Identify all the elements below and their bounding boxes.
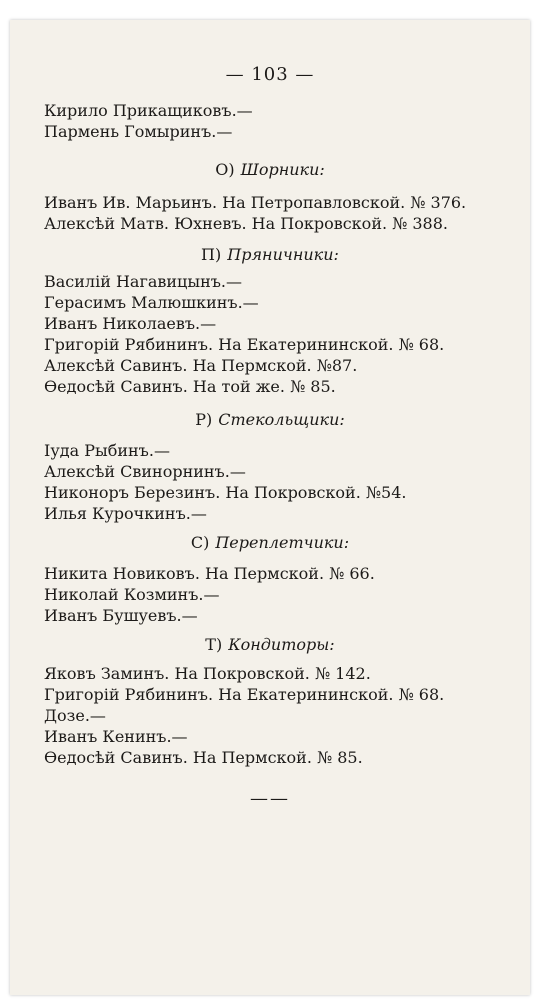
section-letter: Т) bbox=[205, 635, 223, 654]
list-item: Яковъ Заминъ. На Покровской. № 142. bbox=[44, 664, 371, 683]
section-heading-shorniki bbox=[10, 160, 530, 180]
list-item: Кирило Прикащиковъ.— bbox=[44, 101, 253, 120]
list-item: Алексѣй Свинорнинъ.— bbox=[44, 462, 246, 481]
end-mark: —— bbox=[250, 788, 290, 809]
section-letter: Р) bbox=[195, 410, 213, 429]
list-item: Алексѣй Матв. Юхневъ. На Покровской. № 388. bbox=[44, 214, 448, 233]
list-item: Алексѣй Савинъ. На Пермской. №87. bbox=[44, 356, 358, 375]
list-item: Василій Нагавицынъ.— bbox=[44, 272, 242, 291]
section-letter: О) bbox=[215, 160, 235, 179]
list-item: Иванъ Кенинъ.— bbox=[44, 727, 188, 746]
section-title: Стекольщики: bbox=[218, 410, 345, 429]
section-heading-konditory bbox=[10, 635, 530, 655]
list-item: Пармень Гомыринъ.— bbox=[44, 122, 233, 141]
section-list-shorniki bbox=[44, 192, 510, 234]
list-item: Николай Козминъ.— bbox=[44, 585, 220, 604]
section-letter: П) bbox=[201, 245, 222, 264]
section-letter: С) bbox=[190, 533, 210, 552]
list-item: Иванъ Ив. Марьинъ. На Петропавловской. № 376. bbox=[44, 193, 467, 212]
section-title: Кондиторы: bbox=[228, 635, 335, 654]
page-number: — 103 — bbox=[225, 64, 315, 85]
list-item: Илья Курочкинъ.— bbox=[44, 504, 207, 523]
list-item: Григорій Рябининъ. На Екатерининской. № 68. bbox=[44, 685, 445, 704]
section-title: Переплетчики: bbox=[215, 533, 350, 552]
section-title: Пряничники: bbox=[227, 245, 339, 264]
list-item: Никоноръ Березинъ. На Покровской. №54. bbox=[44, 483, 407, 502]
section-list-pryanichniki bbox=[44, 271, 510, 397]
section-list-perepletchiki bbox=[44, 563, 510, 626]
section-heading-perepletchiki bbox=[10, 533, 530, 553]
section-title: Шорники: bbox=[240, 160, 325, 179]
list-item: Дозе.— bbox=[44, 706, 106, 725]
section-list-konditory bbox=[44, 663, 510, 768]
list-item: Өедосѣй Савинъ. На Пермской. № 85. bbox=[44, 748, 363, 767]
section-list-stekolshchiki bbox=[44, 440, 510, 524]
list-item: Өедосѣй Савинъ. На той же. № 85. bbox=[44, 377, 336, 396]
list-item: Іуда Рыбинъ.— bbox=[44, 441, 170, 460]
list-item: Иванъ Бушуевъ.— bbox=[44, 606, 198, 625]
list-item: Григорій Рябининъ. На Екатерининской. № 68. bbox=[44, 335, 445, 354]
list-item: Никита Новиковъ. На Пермской. № 66. bbox=[44, 564, 375, 583]
intro-list bbox=[44, 100, 510, 142]
section-heading-pryanichniki bbox=[10, 245, 530, 265]
list-item: Герасимъ Малюшкинъ.— bbox=[44, 293, 259, 312]
document-page bbox=[10, 20, 530, 995]
section-heading-stekolshchiki bbox=[10, 410, 530, 430]
list-item: Иванъ Николаевъ.— bbox=[44, 314, 217, 333]
